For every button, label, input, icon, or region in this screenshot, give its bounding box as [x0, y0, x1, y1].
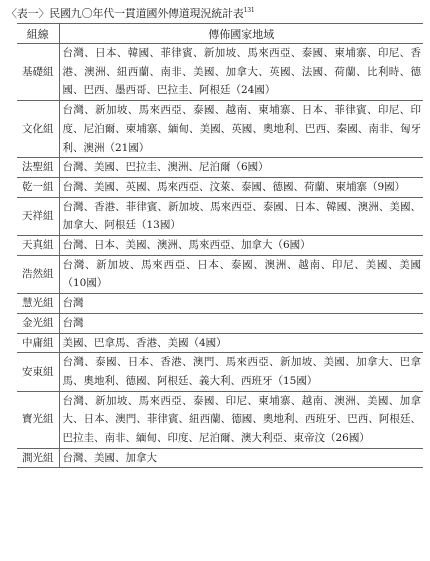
group-cell: 寶光組 — [17, 391, 59, 448]
regions-cell: 台灣 — [59, 294, 423, 314]
regions-cell: 台灣 — [59, 313, 423, 333]
group-cell: 法聖組 — [17, 158, 59, 178]
regions-cell: 台灣、美國、加拿大 — [59, 448, 423, 468]
group-cell: 安東組 — [17, 353, 59, 391]
regions-cell: 美國、巴拿馬、香港、美國（4國） — [59, 333, 423, 353]
footnote-marker: 131 — [243, 7, 255, 14]
group-cell: 慧光組 — [17, 294, 59, 314]
regions-cell: 台灣、新加坡、馬來西亞、泰國、越南、柬埔寨、日本、菲律賓、印尼、印度、尼泊爾、柬埔寨、緬甸、美國、英國、奧地利、巴西、秦國、南非、匈牙利、澳洲（21國） — [59, 101, 423, 158]
table-row — [17, 353, 423, 391]
group-cell: 文化組 — [17, 101, 59, 158]
header-regions: 傳佈國家地域 — [59, 24, 423, 44]
regions-cell: 台灣、美國、巴拉圭、澳洲、尼泊爾（6國） — [59, 158, 423, 178]
header-group: 組線 — [17, 24, 59, 44]
table-row — [17, 294, 423, 314]
group-cell: 浩然組 — [17, 255, 59, 293]
table-row — [17, 44, 423, 101]
regions-cell: 台灣、日本、美國、澳洲、馬來西亞、加拿大（6國） — [59, 236, 423, 256]
regions-cell: 台灣、日本、韓國、菲律賓、新加坡、馬來西亞、泰國、柬埔寨、印尼、香港、澳洲、紐西蘭、南非、美國、加拿大、英國、法國、荷蘭、比利時、德國、巴西、墨西哥、巴拉圭、阿根廷（24國） — [59, 44, 423, 101]
table-caption — [6, 3, 426, 22]
group-cell: 基礎組 — [17, 44, 59, 101]
table-row — [17, 158, 423, 178]
table-row — [17, 448, 423, 468]
statistics-table — [17, 23, 423, 468]
table-row — [17, 313, 423, 333]
group-cell: 澗光組 — [17, 448, 59, 468]
table-row — [17, 177, 423, 197]
caption-text: 〈表一〉民國九〇年代一貫道國外傳道現況統計表 — [6, 7, 244, 20]
regions-cell: 台灣、新加坡、馬來西亞、日本、泰國、澳洲、越南、印尼、美國、美國（10國） — [59, 255, 423, 293]
table-row — [17, 101, 423, 158]
table-row — [17, 391, 423, 448]
table-row — [17, 197, 423, 235]
group-cell: 乾一組 — [17, 177, 59, 197]
table-row — [17, 333, 423, 353]
regions-cell: 台灣、新加坡、馬來西亞、泰國、印尼、柬埔寨、越南、澳洲、美國、加拿大、日本、澳門、菲律賓、紐西蘭、德國、奧地利、西班牙、巴西、阿根廷、巴拉圭、南非、緬甸、印度、尼泊爾、澳大利亞、東帝汶（26國） — [59, 391, 423, 448]
regions-cell: 台灣、美國、英國、馬來西亞、汶萊、泰國、德國、荷蘭、柬埔寨（9國） — [59, 177, 423, 197]
table-row — [17, 255, 423, 293]
group-cell: 天祥組 — [17, 197, 59, 235]
group-cell: 中庸組 — [17, 333, 59, 353]
group-cell: 金光組 — [17, 313, 59, 333]
regions-cell: 台灣、泰國、日本、香港、澳門、馬來西亞、新加坡、美國、加拿大、巴拿馬、奧地利、德國、阿根廷、義大利、西班牙（15國） — [59, 353, 423, 391]
group-cell: 天真組 — [17, 236, 59, 256]
regions-cell: 台灣、香港、菲律賓、新加坡、馬來西亞、泰國、日本、韓國、澳洲、美國、加拿大、阿根廷（13國） — [59, 197, 423, 235]
table-row — [17, 236, 423, 256]
header-row — [17, 24, 423, 44]
